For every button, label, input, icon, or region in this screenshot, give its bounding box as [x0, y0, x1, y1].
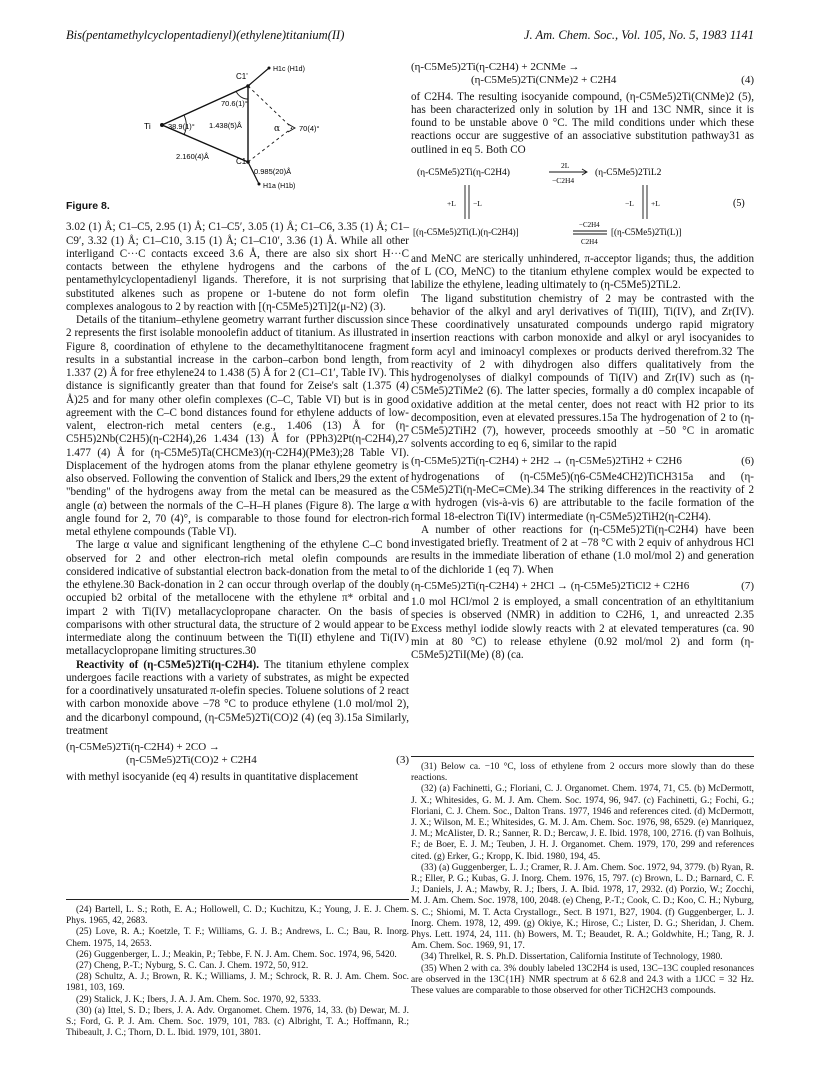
- equation-line: (η-C5Me5)2Ti(η-C2H4) + 2CNMe →: [411, 61, 580, 73]
- equation-line: (η-C5Me5)2Ti(CO)2 + C2H4: [126, 754, 257, 767]
- paragraph-reactivity: [66, 659, 409, 739]
- scheme-left-plus: +L: [447, 198, 456, 208]
- paragraph: The ligand substitution chemistry of 2 may be contrasted with the behavior of the alkyl and aryl derivatives of Ti(III), Ti(IV), and Zr(IV). These coordinatively unsaturated compounds undergo rapid migratory insertion reactions with carbon monoxide and alkyl or aryl isocyanides to form acyl and iminoacyl complexes or products derived therefrom.32 The reactivity of 2 with dihydrogen also differs qualitatively from the hydrogenolyses of dialkyl compounds of Ti(IV) and Zr(IV) such as (η-C5Me5)2TiMe2 (6). The latter species, formally a d0 complex incapable of oxidative addition at the metal center, does not react with H2 prior to its decomposition, even at elevated pressures.15a The hydrogenation of 2 to (η-C5Me5)2TiH2 (7), however, proceeds smoothly at −50 °C in aromatic solvents according to eq 6, similar to the rapid: [411, 292, 754, 451]
- footnote: (31) Below ca. −10 °C, loss of ethylene from 2 occurs more slowly than do these reactions.: [411, 762, 754, 784]
- footnote: (25) Love, R. A.; Koetzle, T. F.; Williams, G. J. B.; Andrews, L. C.; Bau, R. Inorg. Chem. 1975, 14, 2653.: [66, 927, 409, 949]
- paragraph: with methyl isocyanide (eq 4) results in quantitative displacement: [66, 770, 359, 783]
- equation-line: (η-C5Me5)2Ti(η-C2H4) + 2HCl → (η-C5Me5)2TiCl2 + C2H6: [411, 579, 690, 592]
- paragraph: of C2H4. The resulting isocyanide compound, (η-C5Me5)2Ti(CNMe)2 (5), has been characterized only in solution by 1H and 13C NMR, since it is found to be unstable above 0 °C. The mild conditions under which these reactions occur are suggestive of an associative substitution pathway31 as outlined in eq 5. Both CO: [411, 90, 754, 156]
- equation-6: [411, 455, 754, 468]
- normal-dashed-bottom: [248, 128, 292, 162]
- scheme-top-right: (η-C5Me5)2TiL2: [595, 167, 662, 178]
- paragraph: Details of the titanium–ethylene geometry warrant further discussion since 2 represents the first isolable monoolefin adduct of titanium. As illustrated in Figure 8, coordination of ethylene to the decamethyltitanocene fragment results in a substantial increase in the carbon–carbon bond length, from 1.337 (2) Å for free ethylene24 to 1.438 (5) Å for 2 (C1–C1′, Table IV). This distance is significantly greater than that found for Zeise's salt (1.375 (4) Å)25 and for many other olefin complexes (C–C, Table VI) but is in good agreement with the C–C bond distances found for ethylene adducts of low-valent, electron-rich metal centers (e.g., 1.406 (13) Å for (η-C5H5)2Nb(C2H5)(η-C2H4),26 1.434 (13) Å for (PPh3)2Pt(η-C2H4),27 1.477 (4) Å for (η-C5Me5)Ta(CHCMe3)(η-C2H4)(PMe3);28 Table VI). Displacement of the hydrogen atoms from the planar ethylene geometry is also observed. Following the convention of Stalick and Ibers,29 the extent of "bending" of the hydrogens away from the metal can be measured as the angle (α) between the normals of the C–H–H planes (Figure 8). The large α angle found for 2, 70 (4)°, is comparable to those found for electron-rich metal ethylene compounds (Table VI).: [66, 314, 409, 538]
- footnote: (35) When 2 with ca. 3% doubly labeled 13C2H4 is used, 13C–13C coupled resonances are observed in the 13C{1H} NMR spectrum at δ 62.8 and 24.3 with a 1JCC = 32 Hz. These values are comparable to those observed for other TiCH2CH3 compounds.: [411, 963, 754, 997]
- footnotes-right: [411, 756, 754, 997]
- substitution-scheme: [411, 161, 754, 249]
- equation-number: (7): [741, 579, 754, 592]
- footnotes-left: [66, 899, 409, 1039]
- footnote: (30) (a) Ittel, S. D.; Ibers, J. A. Adv. Organomet. Chem. 1976, 14, 33. (b) Dewar, M. J. S.; Ford, G. P. J. Am. Chem. Soc. 1979, 101, 783. (c) Albright, T. A.; Hoffmann, R.; Thibeault, J. C.; Thorn, D. L. Ibid. 1979, 101, 3801.: [66, 1005, 409, 1039]
- equation-number: (3): [396, 754, 409, 767]
- equation-7: [411, 580, 754, 593]
- figure-8: [66, 58, 409, 196]
- scheme-top-left: (η-C5Me5)2Ti(η-C2H4): [417, 167, 510, 178]
- atom-h1a: [258, 183, 261, 186]
- ethylene-geometry-diagram: [66, 58, 409, 196]
- label-angle-ti: 38.9(1)°: [168, 122, 195, 131]
- atom-h1c: [268, 67, 271, 70]
- equation-line: (η-C5Me5)2Ti(CNMe)2 + C2H4: [471, 74, 617, 87]
- paragraph: and MeNC are sterically unhindered, π-acceptor ligands; thus, the addition of L (CO, MeNC) to the titanium ethylene complex would be expected to labilize the ethylene, leading ultimately to (η-C5Me5)2TiL2.: [411, 252, 754, 292]
- scheme-equation-5: [411, 161, 754, 249]
- scheme-arrow2-bottom-label: C2H4: [581, 237, 598, 246]
- header-journal: J. Am. Chem. Soc., Vol. 105, No. 5, 1983 1141: [523, 28, 754, 42]
- paragraph: A number of other reactions for (η-C5Me5)2Ti(η-C2H4) have been investigated briefly. Treatment of 2 at −78 °C with 2 equiv of anhydrous HCl results in the immediate liberation of ethane (1.0 mol/mol 2) and generation of the dichloride 1 (eq 7). When: [411, 523, 754, 576]
- atom-c1prime: [246, 84, 250, 88]
- scheme-arrow2-top-label: −C2H4: [579, 220, 600, 229]
- label-alpha: α: [274, 124, 281, 134]
- angle-arc-c1prime: [236, 91, 248, 99]
- footnote-divider: [66, 899, 409, 900]
- atom-c1: [246, 160, 250, 164]
- scheme-bottom-right: [(η-C5Me5)2Ti(L)]: [611, 226, 682, 237]
- label-c1prime: C1': [236, 72, 248, 81]
- scheme-arrow-top-label: 2L: [561, 160, 570, 170]
- equation-line: (η-C5Me5)2Ti(η-C2H4) + 2H2 → (η-C5Me5)2TiH2 + C2H6: [411, 454, 682, 467]
- scheme-equation-number: (5): [733, 197, 745, 209]
- paragraph-text: The titanium ethylene complex undergoes facile reactions with a variety of substrates, as might be expected for a coordinatively unsaturated π-olefin species. Toluene solutions of 2 react with carbon monoxide above −78 °C to produce ethylene (1.0 mol/mol 2), and the dicarbonyl compound, (η-C5Me5)2Ti(CO)2 (4) (eq 3).15a Similarly, treatment: [66, 658, 409, 737]
- equation-number: (6): [741, 454, 754, 467]
- footnote: (27) Cheng, P.-T.; Nyburg, S. C. Can. J. Chem. 1972, 50, 912.: [76, 961, 309, 972]
- scheme-left-minus: −L: [473, 198, 482, 208]
- scheme-right-minus: −L: [625, 198, 634, 208]
- label-ti: Ti: [144, 121, 151, 131]
- header-title: Bis(pentamethylcyclopentadienyl)(ethylene)titanium(II): [66, 28, 345, 42]
- equation-line: (η-C5Me5)2Ti(η-C2H4) + 2CO →: [66, 741, 220, 753]
- scheme-bottom-left: [(η-C5Me5)2Ti(L)(η-C2H4)]: [413, 226, 519, 237]
- bond-c1prime-h1c: [248, 68, 269, 86]
- label-bond-ch: 0.985(20)Å: [254, 167, 292, 176]
- figure-caption: Figure 8.: [66, 200, 110, 212]
- paragraph: The large α value and significant lengthening of the ethylene C–C bond observed for 2 and other electron-rich metal olefin compounds are considered indicative of substantial electron back-donation from the metal to the ethylene.30 Back-donation in 2 can occur through overlap of the doubly occupied b2 orbital of the metallocene with the ethylene π* orbital and impart 2 with Ti(IV) metallacyclopropane character. On the basis of comparisons with other structural data, the structure of 2 would appear to be intermediate along the continuum between the Ti(II) ethylene and Ti(IV) metallacyclopropane limiting structures.30: [66, 539, 409, 658]
- footnote: (34) Threlkel, R. S. Ph.D. Dissertation, California Institute of Technology, 1980.: [421, 952, 723, 963]
- footnote: (29) Stalick, J. K.; Ibers, J. A. J. Am. Chem. Soc. 1970, 92, 5333.: [76, 994, 321, 1005]
- label-c1: C1: [236, 157, 247, 166]
- label-h1a: H1a (H1b): [263, 183, 296, 190]
- scheme-right-plus: +L: [651, 198, 660, 208]
- label-h1c: H1c (H1d): [273, 66, 305, 73]
- label-angle-c: 70.6(1)°: [221, 99, 248, 108]
- equation-3: [66, 741, 409, 768]
- footnote: (33) (a) Guggenberger, L. J.; Cramer, R. J. Am. Chem. Soc. 1972, 94, 3779. (b) Ryan, R. R.; Eller, P. G.; Kubas, G. J. Inorg. Chem. 1976, 15, 797. (c) Brown, L. D.; Barnard, C. F. J.; Daniels, J. A.; Mawby, R. J.; Ibers, J. A. Ibid. 1978, 17, 2932. (d) Porzio, W.; Zocchi, M. J. Am. Chem. Soc. 1978, 100, 2048. (e) Cheng, P.-T.; Cook, C. D.; Koo, C. H.; Nyburg, S. C.; Shiomi, M. T. Acta Crystallogr., Sect. B 1971, B27, 1904. (f) Guggenberger, L. J. Inorg. Chem. 1978, 12, 499. (g) Okiye, K.; Hirose, C.; Lister, D. G.; Sheridan, J. Chem. Phys. Lett. 1974, 24, 111. (h) Bowers, M. T.; Beaudet, R. A.; Goldwhite, H.; Tang, R. J. Am. Chem. Soc. 1969, 91, 17.: [411, 862, 754, 952]
- equation-number: (4): [741, 74, 754, 87]
- footnote: (28) Schultz, A. J.; Brown, R. K.; Williams, J. M.; Schrock, R. R. J. Am. Chem. Soc. 1981, 103, 169.: [66, 972, 409, 994]
- label-bond-tic: 2.160(4)Å: [176, 152, 209, 161]
- footnote-divider: [411, 756, 754, 757]
- label-alpha-value: 70(4)°: [299, 124, 320, 133]
- equation-4: [411, 61, 754, 88]
- paragraph: hydrogenations of (η-C5Me5)(η6-C5Me4CH2)TiCH315a and (η-C5Me5)2Ti(η-MeC≡CMe).34 The striking differences in the reactivity of 2 with hydrogen (vis-à-vis 6) are attributable to the facile formation of the formal 18-electron Ti(IV) intermediate (η-C5Me5)2TiH2(η-C2H4).: [411, 470, 754, 523]
- scheme-arrow-bottom-label: −C2H4: [552, 175, 575, 185]
- right-column: [411, 58, 754, 662]
- paragraph: 1.0 mol HCl/mol 2 is employed, a small concentration of an ethyltitanium species is observed (NMR) in addition to C2H6, 1, and unreacted 2.35 Excess methyl iodide slowly reacts with 2 at elevated temperatures (ca. 90 min at 80 °C) to release ethylene (0.92 mol/mol 2) and form (η-C5Me5)2TiI(Me) (8) (ca.: [411, 596, 754, 661]
- footnote: (32) (a) Fachinetti, G.; Floriani, C. J. Organomet. Chem. 1974, 71, C5. (b) McDermott, J. X.; Whitesides, G. M. J. Am. Chem. Soc. 1974, 96, 947. (c) Fachinetti, G.; Fochi, G.; Floriani, C. J. Chem. Soc., Dalton Trans. 1977, 1946 and references cited. (d) McDermott, J. X.; Wilson, M. E.; Whitesides, G. M. J. Am. Chem. Soc. 1976, 98, 6529. (e) Manriquez, J. M.; McAlister, D. R.; Sanner, R. D.; Bercaw, J. E. Ibid. 1978, 100, 2716. (f) van Bolhuis, F.; de Boer, E. J. M.; Teuben, J. H. J. Organomet. Chem. 1979, 170, 299 and references cited. (g) Erker, G.; Kropp, K. Ibid. 1980, 194, 45.: [411, 784, 754, 862]
- label-bond-cc: 1.438(5)Å: [209, 121, 242, 130]
- section-heading: Reactivity of (η-C5Me5)2Ti(η-C2H4).: [76, 658, 259, 671]
- running-header: [66, 28, 754, 46]
- footnote: (24) Bartell, L. S.; Roth, E. A.; Hollowell, C. D.; Kuchitzu, K.; Young, J. E. J. Chem. Phys. 1965, 42, 2683.: [66, 905, 409, 927]
- normal-dashed-top: [248, 86, 292, 128]
- left-column: [66, 58, 409, 784]
- atom-ti: [160, 123, 164, 127]
- footnote: (26) Guggenberger, L. J.; Meakin, P.; Tebbe, F. N. J. Am. Chem. Soc. 1974, 96, 5420.: [76, 949, 397, 960]
- paragraph: 3.02 (1) Å; C1–C5, 2.95 (1) Å; C1–C5′, 3.05 (1) Å; C1–C6, 3.35 (1) Å; C1–C9′, 3.32 (1) Å; C1–C10, 3.15 (1) Å; C1–C10′, 3.36 (1) Å. While all other interligand C···C contacts exceed 3.6 Å, there are also six short H···C contacts between the ethylene hydrogens and the carbons of the pentamethylcyclopentadienyl ligands. Therefore, it is not surprising that substituted alkenes such as propene or 1-butene do not form olefin complexes analogous to 2 by reaction with [(η-C5Me5)2Ti]2(μ-N2) (3).: [66, 221, 409, 313]
